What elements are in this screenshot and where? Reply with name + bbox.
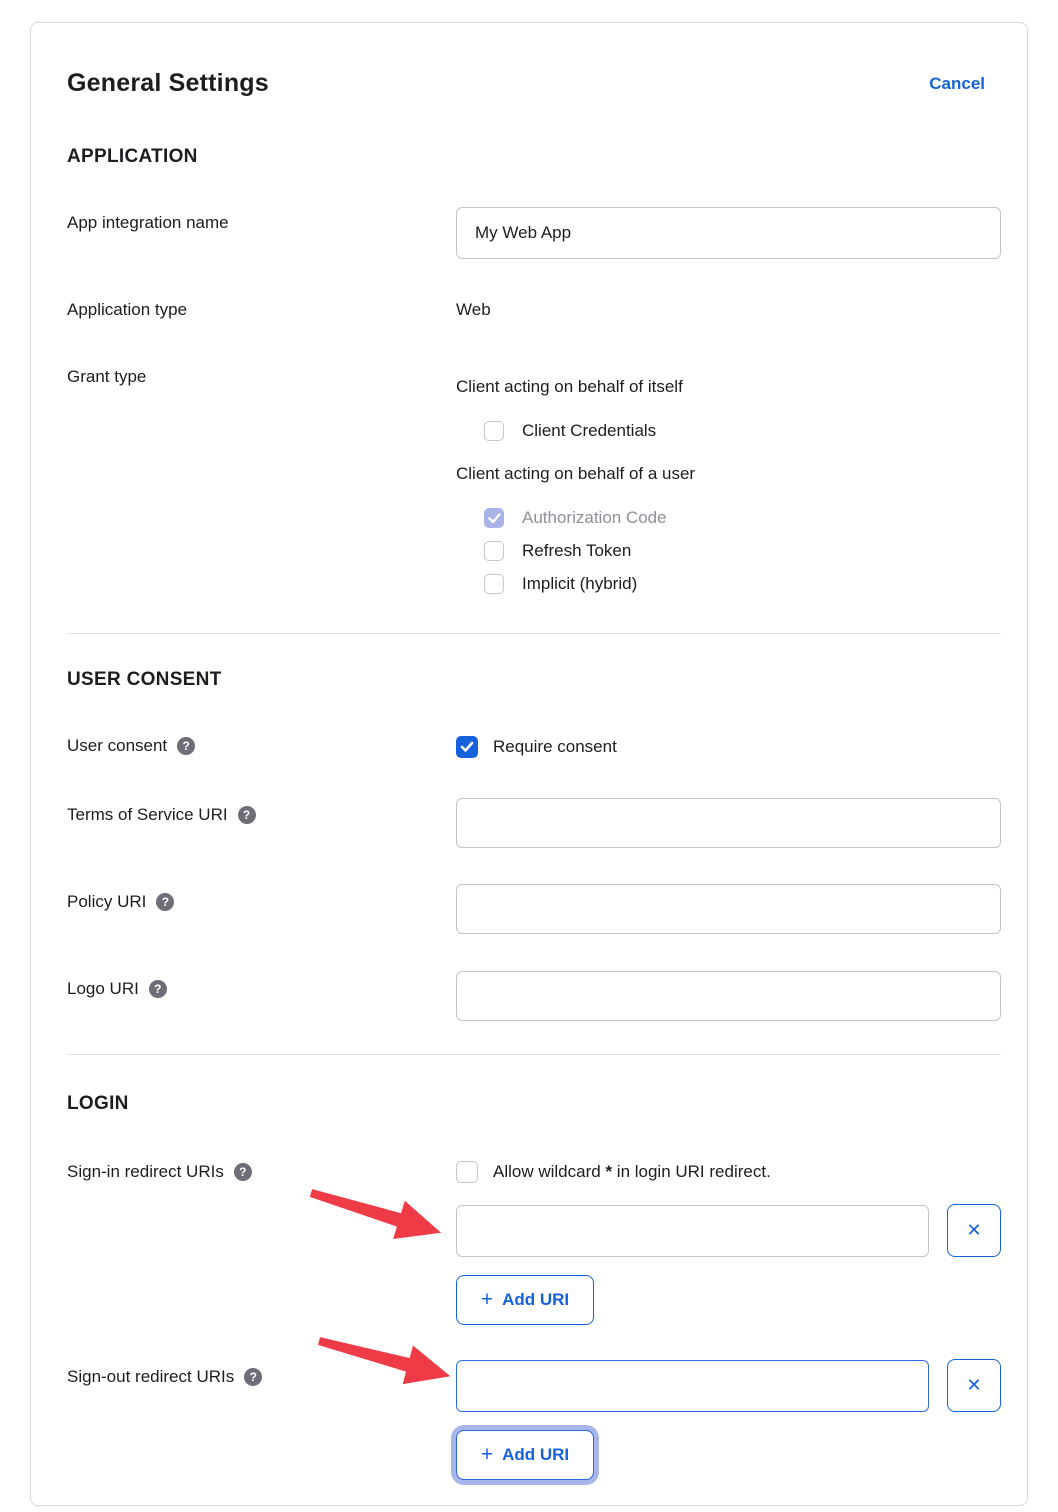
sign-in-add-uri-button[interactable] bbox=[456, 1275, 594, 1325]
grant-group-client-user: Client acting on behalf of a user bbox=[456, 464, 696, 483]
add-uri-label: Add URI bbox=[502, 1445, 570, 1464]
user-consent-label: User consent ? bbox=[67, 736, 195, 756]
sign-out-redirect-uri-input[interactable] bbox=[456, 1360, 929, 1412]
refresh-token-label: Refresh Token bbox=[522, 541, 632, 560]
require-consent-label: Require consent bbox=[493, 737, 617, 756]
plus-icon: + bbox=[480, 1287, 494, 1311]
implicit-hybrid-checkbox[interactable] bbox=[484, 574, 504, 594]
grant-option-refresh-token[interactable] bbox=[484, 539, 631, 563]
section-divider-2 bbox=[67, 1054, 1001, 1055]
policy-uri-help-icon[interactable]: ? bbox=[156, 893, 174, 911]
login-section-heading: LOGIN bbox=[67, 1093, 129, 1114]
sign-out-redirect-label: Sign-out redirect URIs ? bbox=[67, 1367, 262, 1387]
grant-type-label: Grant type bbox=[67, 367, 147, 386]
require-consent-option[interactable] bbox=[456, 735, 617, 759]
sign-out-add-uri-button[interactable] bbox=[456, 1430, 594, 1480]
logo-uri-input[interactable] bbox=[456, 971, 1001, 1021]
tos-uri-input[interactable] bbox=[456, 798, 1001, 848]
grant-group-client-itself: Client acting on behalf of itself bbox=[456, 377, 683, 396]
section-divider-1 bbox=[67, 633, 1001, 634]
allow-wildcard-option[interactable] bbox=[456, 1160, 771, 1184]
require-consent-checkbox[interactable] bbox=[456, 736, 478, 758]
authorization-code-label: Authorization Code bbox=[522, 508, 667, 527]
logo-uri-label: Logo URI ? bbox=[67, 979, 167, 999]
close-icon: ✕ bbox=[966, 1375, 982, 1395]
cancel-button[interactable]: Cancel bbox=[929, 74, 985, 93]
check-icon bbox=[460, 741, 474, 753]
annotation-arrow-sign-in bbox=[303, 1181, 473, 1261]
add-uri-label: Add URI bbox=[502, 1290, 570, 1309]
application-type-label: Application type bbox=[67, 300, 188, 319]
logo-uri-help-icon[interactable]: ? bbox=[149, 980, 167, 998]
implicit-hybrid-label: Implicit (hybrid) bbox=[522, 574, 638, 593]
check-icon bbox=[488, 513, 501, 524]
app-integration-name-input[interactable] bbox=[456, 207, 1001, 259]
sign-in-redirect-help-icon[interactable]: ? bbox=[234, 1163, 252, 1181]
general-settings-card bbox=[30, 22, 1028, 1506]
grant-option-authorization-code bbox=[484, 506, 667, 530]
plus-icon: + bbox=[480, 1442, 494, 1466]
grant-option-implicit-hybrid[interactable] bbox=[484, 572, 637, 596]
sign-out-remove-uri-button[interactable] bbox=[947, 1359, 1001, 1412]
authorization-code-checkbox bbox=[484, 508, 504, 528]
client-credentials-checkbox[interactable] bbox=[484, 421, 504, 441]
application-section-heading: APPLICATION bbox=[67, 146, 198, 167]
tos-uri-help-icon[interactable]: ? bbox=[238, 806, 256, 824]
refresh-token-checkbox[interactable] bbox=[484, 541, 504, 561]
user-consent-section-heading: USER CONSENT bbox=[67, 669, 222, 690]
policy-uri-label: Policy URI ? bbox=[67, 892, 174, 912]
page-title: General Settings bbox=[67, 69, 269, 97]
sign-in-redirect-uri-input[interactable] bbox=[456, 1205, 929, 1257]
tos-uri-label: Terms of Service URI ? bbox=[67, 805, 256, 825]
client-credentials-label: Client Credentials bbox=[522, 421, 657, 440]
user-consent-help-icon[interactable]: ? bbox=[177, 737, 195, 755]
allow-wildcard-label: Allow wildcard * in login URI redirect. bbox=[493, 1162, 771, 1181]
allow-wildcard-checkbox[interactable] bbox=[456, 1161, 478, 1183]
sign-in-redirect-label: Sign-in redirect URIs ? bbox=[67, 1162, 252, 1182]
application-type-value: Web bbox=[456, 300, 491, 319]
grant-option-client-credentials[interactable] bbox=[484, 419, 656, 443]
app-integration-name-label: App integration name bbox=[67, 213, 229, 232]
policy-uri-input[interactable] bbox=[456, 884, 1001, 934]
sign-out-redirect-help-icon[interactable]: ? bbox=[244, 1368, 262, 1386]
sign-in-remove-uri-button[interactable] bbox=[947, 1204, 1001, 1257]
close-icon: ✕ bbox=[966, 1220, 982, 1240]
